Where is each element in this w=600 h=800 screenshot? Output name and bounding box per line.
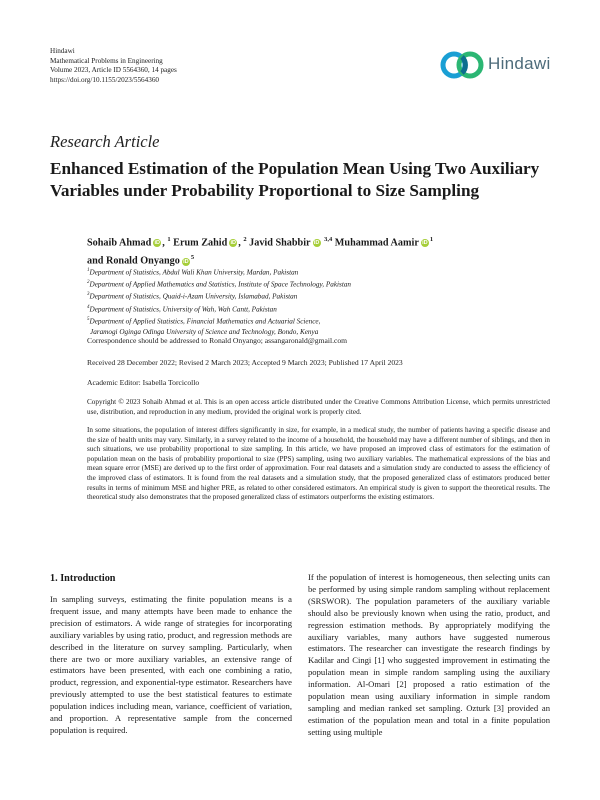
journal-name: Mathematical Problems in Engineering [50,56,163,65]
orcid-icon[interactable]: iD [422,240,428,247]
hindawi-logo [440,48,550,84]
publisher-name: Hindawi [50,47,75,55]
author-name: and Ronald Onyango [87,255,180,267]
author-name: Sohaib Ahmad [87,237,152,249]
section-heading-introduction: 1. Introduction [50,573,116,584]
affiliation-text: Department of Statistics, University of Wah, Wah Cantt, Pakistan [89,304,277,313]
author-sep: , [162,237,168,249]
affiliation-item [87,266,557,278]
paper-title: Enhanced Estimation of the Population Mean Using Two Auxiliary Variables under Probability Proportional to Size Sampling [50,159,540,200]
affiliation-text: Department of Statistics, Abdul Wali Khan University, Mardan, Pakistan [89,268,299,277]
author-affil-sup: 5 [190,254,195,262]
author-affil-sup: 2 [243,236,247,243]
affiliation-text: Jaramogi Oginga Odinga University of Science and Technology, Bondo, Kenya [90,327,319,336]
affiliation-sup: 2 [87,280,90,286]
hindawi-logo-icon [440,48,486,82]
affiliation-sup: 1 [87,268,90,273]
affiliation-text: Department of Statistics, Quaid-i-Azam University, Islamabad, Pakistan [89,292,298,301]
affiliation-item [87,315,557,327]
affiliation-sup: 5 [87,316,90,322]
affiliation-item [87,278,557,290]
author-sep: , [238,237,244,249]
affiliation-sup: 3 [87,292,90,298]
journal-metadata [50,47,177,85]
orcid-icon[interactable]: iD [313,240,320,247]
affiliation-item [87,290,557,302]
article-dates: Received 28 December 2022; Revised 2 March 2023; Accepted 9 March 2023; Published 17 April 2023 [87,358,403,367]
affiliation-item [87,303,557,315]
hindawi-logo-text: Hindawi [488,54,551,73]
body-text-right-column: If the population of interest is homogeneous, then selecting units can be performed by using simple random sampling without replacement (SRSWOR). The population parameters of the auxiliary variable should also be previously known when using the ratio, product, and regression estimation methods. By appropriately modifying the auxiliary variables, many authors have suggested numerous estimators. The researcher can investigate the research findings by Kadilar and Cingi [1] who suggested improvement in estimating the population mean in simple random sampling using the auxiliary information. Al-Omari [2] proposed a ratio estimation of the population mean using auxiliary information in simple random sampling and median ranked set sampling. Ozturk [3] provided an estimation of the population mean and total in a finite population setting using multiple [308,572,550,737]
author-list [87,232,557,269]
affiliation-text: Department of Applied Statistics, Financial Mathematics and Actuarial Science, [89,317,321,326]
abstract: In some situations, the population of interest differs significantly in size, for example, in a medical study, the number of patients having a specific disease and the size of health units may vary. Similarly, in a survey related to the income of a household, the household may have a different number of siblings, and then in such situations, we use probability proportional to size sampling. In this article, we have proposed an improved class of estimators for the estimation of population mean on the basis of probability proportional to size (PPS) sampling, using two auxiliary variables. The mathematical expressions of the bias and mean square error (MSE) are derived up to the first order of approximation. Four real datasets and a simulation study are conducted to assess the efficiency of the improved class of estimators. It is found from the real datasets and a simulation study, that the proposed generalized class of estimators produced better results in terms of minimum MSE and higher PRE, as related to other considered estimators. An empirical study is given to support the theoretical results. The theoretical study also demonstrates that the proposed generalized class of estimators outperforms the existing estimators. [87,426,550,502]
doi-link[interactable]: https://doi.org/10.1155/2023/5564360 [50,75,160,84]
author-affil-sup: 1 [429,236,434,243]
academic-editor: Academic Editor: Isabella Torcicollo [87,378,200,387]
author-name: Javid Shabbir [249,237,311,249]
orcid-icon[interactable]: iD [183,258,189,265]
orcid-icon[interactable]: iD [230,240,236,247]
body-text-left-column: In sampling surveys, estimating the finite population means is a frequent issue, and many attempts have been made to enhance the precision of estimators. A wide range of strategies for incorporating auxiliary variables by using ratio, product, and regression methods are described in the literature on survey sampling. Particularly, when there are two or more auxiliary variables, an extensive range of estimators have been presented, with each one combining a ratio, product, regression, and exponential-type estimator. Researchers have previously attempted to use the best statistical features to estimate population indices including mean, variance, coefficient of variation, and proportion. A representative sample from the concerned population is required. [50,594,292,735]
author-affil-sup: 1 [167,236,171,243]
affiliation-text: Department of Applied Mathematics and Statistics, Institute of Space Technology, Pakistan [89,280,352,289]
volume-line: Volume 2023, Article ID 5564360, 14 pages [50,66,177,75]
article-type: Research Article [50,132,160,151]
orcid-icon[interactable]: iD [154,240,161,247]
affiliation-list [87,266,557,338]
author-affil-sup: 3,4 [324,236,333,243]
affiliation-sup: 4 [87,304,90,310]
correspondence: Correspondence should be addressed to Ronald Onyango; assangaronald@gmail.com [87,336,348,345]
author-name: Erum Zahid [173,237,228,249]
author-name: Muhammad Aamir [334,237,419,249]
copyright-notice: Copyright © 2023 Sohaib Ahmad et al. This is an open access article distributed under the Creative Commons Attribution License, which permits unrestricted use, distribution, and reproduction in any medium, provided the original work is properly cited. [87,398,550,416]
